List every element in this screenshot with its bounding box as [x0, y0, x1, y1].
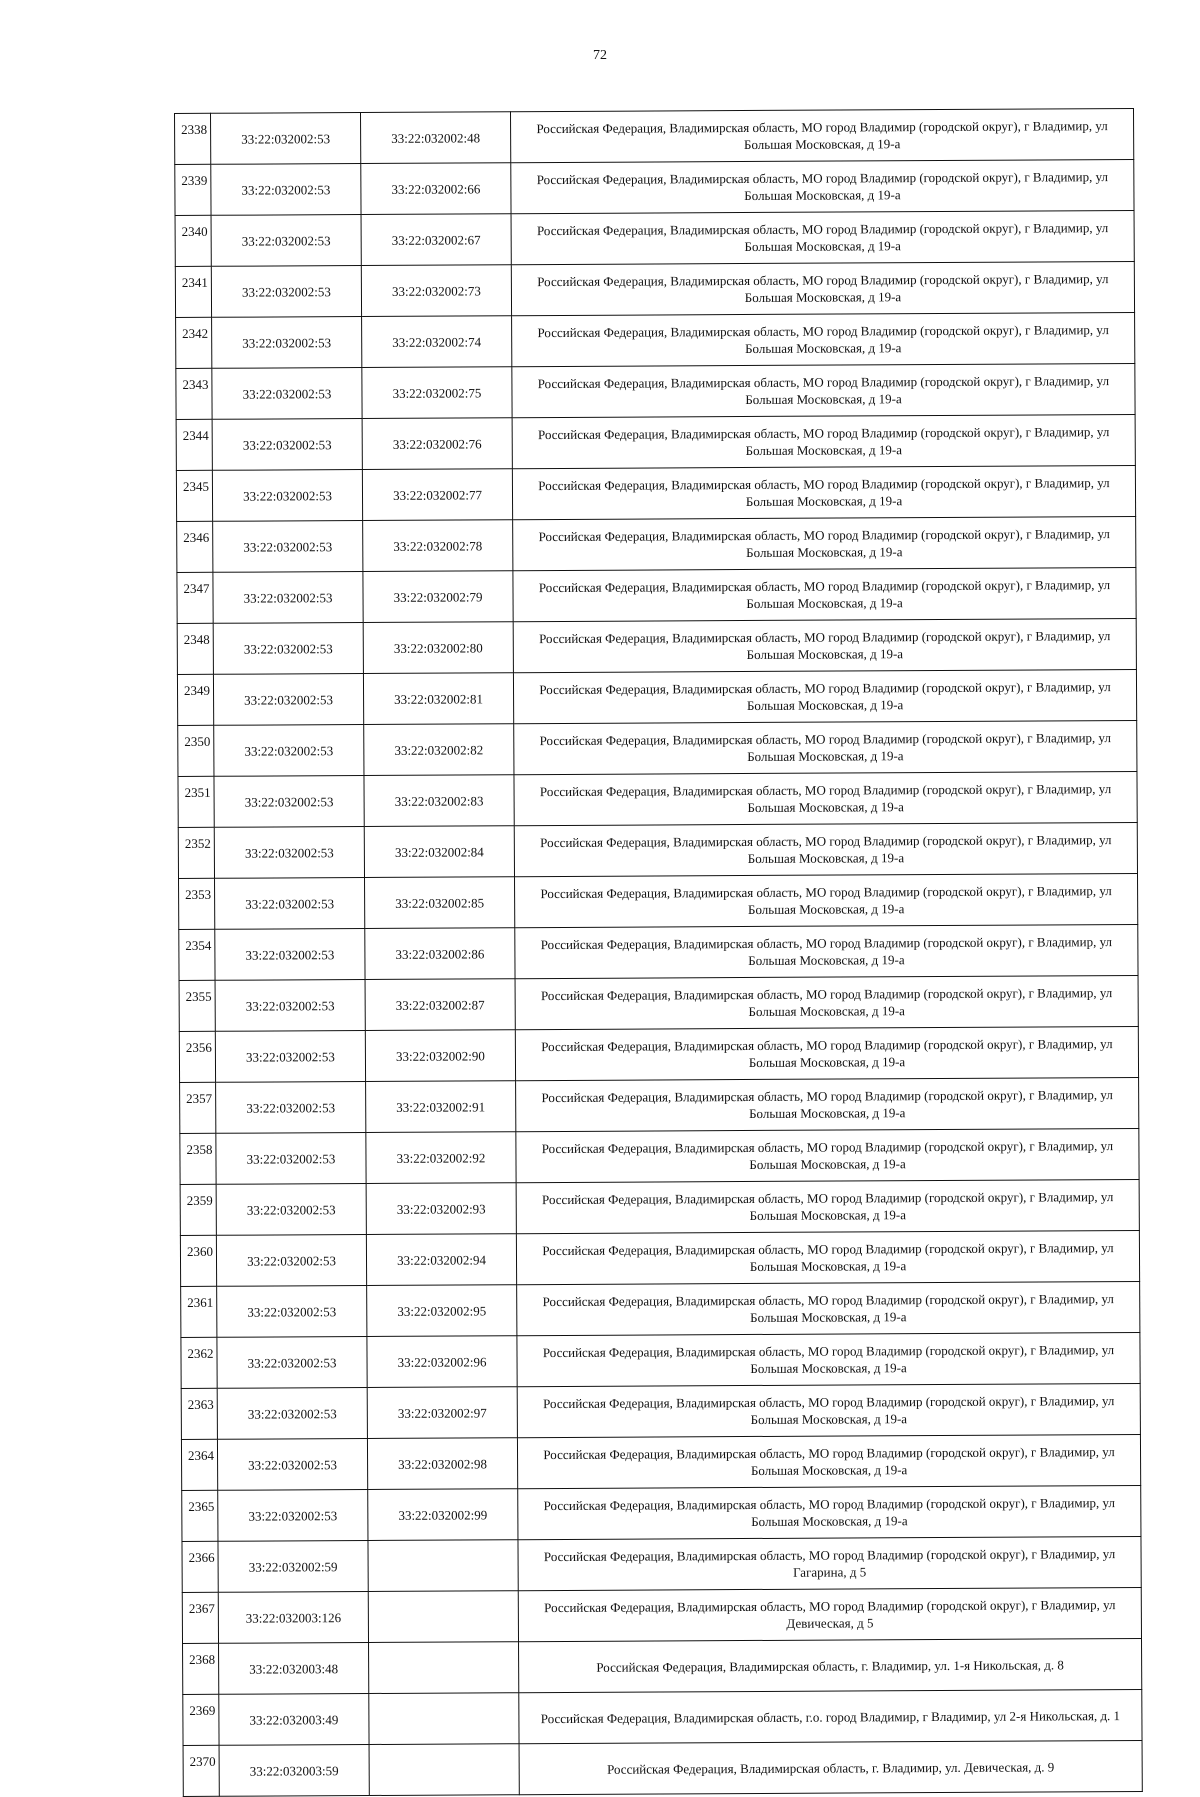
row-number: 2352 [178, 827, 214, 878]
table-row [178, 822, 1137, 878]
parent-cadastral-number: 33:22:032002:53 [212, 317, 362, 369]
row-number: 2367 [182, 1592, 218, 1643]
row-number: 2364 [181, 1439, 217, 1490]
parent-cadastral-number: 33:22:032002:53 [211, 164, 361, 216]
parent-cadastral-number: 33:22:032003:49 [219, 1694, 369, 1746]
address: Российская Федерация, Владимирская область, МО город Владимир (городской округ), г Владимир, ул Большая Московская, д 19-а [511, 210, 1134, 264]
parent-cadastral-number: 33:22:032002:53 [214, 776, 364, 828]
row-number: 2343 [176, 368, 212, 419]
row-number: 2370 [183, 1745, 219, 1796]
cadastral-number: 33:22:032002:73 [361, 265, 511, 317]
address: Российская Федерация, Владимирская область, МО город Владимир (городской округ), г Владимир, ул Девическая, д 5 [518, 1587, 1141, 1641]
parent-cadastral-number: 33:22:032002:53 [215, 878, 365, 930]
parent-cadastral-number: 33:22:032002:53 [215, 929, 365, 981]
cadastral-number: 33:22:032002:98 [367, 1438, 517, 1490]
parent-cadastral-number: 33:22:032002:53 [216, 1184, 366, 1236]
cadastral-number: 33:22:032002:67 [361, 214, 511, 266]
cadastral-number: 33:22:032002:74 [362, 316, 512, 368]
table-row [176, 414, 1135, 470]
row-number: 2346 [177, 521, 213, 572]
table-row [178, 771, 1137, 827]
address: Российская Федерация, Владимирская область, МО город Владимир (городской округ), г Владимир, ул Большая Московская, д 19-а [513, 567, 1136, 621]
address: Российская Федерация, Владимирская область, МО город Владимир (городской округ), г Владимир, ул Большая Московская, д 19-а [515, 975, 1138, 1029]
table-row [180, 1077, 1139, 1133]
cadastral-number: 33:22:032002:85 [365, 877, 515, 929]
cadastral-number: 33:22:032002:95 [367, 1285, 517, 1337]
cadastral-number [368, 1591, 518, 1643]
address: Российская Федерация, Владимирская область, МО город Владимир (городской округ), г Владимир, ул Большая Московская, д 19-а [512, 465, 1135, 519]
cadastral-number: 33:22:032002:78 [363, 520, 513, 572]
table-row [177, 516, 1136, 572]
address: Российская Федерация, Владимирская область, МО город Владимир (городской округ), г Владимир, ул Гагарина, д 5 [518, 1536, 1141, 1590]
parent-cadastral-number: 33:22:032002:53 [217, 1388, 367, 1440]
table-row [175, 261, 1134, 317]
parent-cadastral-number: 33:22:032002:53 [215, 980, 365, 1032]
table-row [183, 1638, 1142, 1694]
address: Российская Федерация, Владимирская область, МО город Владимир (городской округ), г Владимир, ул Большая Московская, д 19-а [517, 1332, 1140, 1386]
row-number: 2361 [181, 1286, 217, 1337]
cadastral-number: 33:22:032002:97 [367, 1387, 517, 1439]
cadastral-number: 33:22:032002:91 [366, 1081, 516, 1133]
parent-cadastral-number: 33:22:032002:53 [212, 470, 362, 522]
parent-cadastral-number: 33:22:032002:53 [213, 572, 363, 624]
table-row [178, 720, 1137, 776]
table-row [180, 1128, 1139, 1184]
cadastral-number [368, 1540, 518, 1592]
table-body [175, 108, 1143, 1796]
cadastral-number: 33:22:032002:92 [366, 1132, 516, 1184]
table-row [180, 1230, 1139, 1286]
row-number: 2344 [176, 419, 212, 470]
table-row [179, 924, 1138, 980]
address: Российская Федерация, Владимирская область, МО город Владимир (городской округ), г Владимир, ул Большая Московская, д 19-а [517, 1383, 1140, 1437]
cadastral-number: 33:22:032002:82 [364, 724, 514, 776]
cadastral-number: 33:22:032002:99 [368, 1489, 518, 1541]
cadastral-number: 33:22:032002:75 [362, 367, 512, 419]
row-number: 2350 [178, 725, 214, 776]
table-row [181, 1281, 1140, 1337]
cadastral-number: 33:22:032002:93 [366, 1183, 516, 1235]
address: Российская Федерация, Владимирская область, МО город Владимир (городской округ), г Владимир, ул Большая Московская, д 19-а [513, 618, 1136, 672]
row-number: 2353 [179, 878, 215, 929]
table-row [179, 975, 1138, 1031]
address: Российская Федерация, Владимирская область, МО город Владимир (городской округ), г Владимир, ул Большая Московская, д 19-а [512, 414, 1135, 468]
parent-cadastral-number: 33:22:032002:53 [211, 113, 361, 165]
cadastral-number: 33:22:032002:66 [361, 163, 511, 215]
parent-cadastral-number: 33:22:032002:53 [217, 1439, 367, 1491]
parent-cadastral-number: 33:22:032002:59 [218, 1541, 368, 1593]
address: Российская Федерация, Владимирская область, МО город Владимир (городской округ), г Владимир, ул Большая Московская, д 19-а [510, 108, 1133, 162]
table-row [177, 618, 1136, 674]
parent-cadastral-number: 33:22:032002:53 [217, 1286, 367, 1338]
address: Российская Федерация, Владимирская область, МО город Владимир (городской округ), г Владимир, ул Большая Московская, д 19-а [512, 363, 1135, 417]
table-row [177, 567, 1136, 623]
address: Российская Федерация, Владимирская область, МО город Владимир (городской округ), г Владимир, ул Большая Московская, д 19-а [511, 159, 1134, 213]
row-number: 2363 [181, 1388, 217, 1439]
address: Российская Федерация, Владимирская область, МО город Владимир (городской округ), г Владимир, ул Большая Московская, д 19-а [515, 924, 1138, 978]
address: Российская Федерация, Владимирская область, МО город Владимир (городской округ), г Владимир, ул Большая Московская, д 19-а [515, 873, 1138, 927]
table-row [183, 1689, 1142, 1745]
parent-cadastral-number: 33:22:032002:53 [216, 1235, 366, 1287]
cadastral-number: 33:22:032002:77 [362, 469, 512, 521]
cadastral-number [369, 1744, 519, 1796]
row-number: 2355 [179, 980, 215, 1031]
row-number: 2358 [180, 1133, 216, 1184]
page-number: 72 [593, 48, 607, 63]
row-number: 2348 [177, 623, 213, 674]
cadastral-number: 33:22:032002:48 [361, 112, 511, 164]
table-row [175, 159, 1134, 215]
parent-cadastral-number: 33:22:032002:53 [214, 827, 364, 879]
cadastral-number: 33:22:032002:90 [365, 1030, 515, 1082]
row-number: 2357 [180, 1082, 216, 1133]
parent-cadastral-number: 33:22:032002:53 [213, 623, 363, 675]
address: Российская Федерация, Владимирская область, МО город Владимир (городской округ), г Владимир, ул Большая Московская, д 19-а [511, 261, 1134, 315]
parent-cadastral-number: 33:22:032003:126 [218, 1592, 368, 1644]
cadastral-number: 33:22:032002:87 [365, 979, 515, 1031]
address: Российская Федерация, Владимирская область, г. Владимир, ул. Девическая, д. 9 [519, 1740, 1142, 1794]
parent-cadastral-number: 33:22:032002:53 [214, 725, 364, 777]
address: Российская Федерация, Владимирская область, МО город Владимир (городской округ), г Владимир, ул Большая Московская, д 19-а [515, 1026, 1138, 1080]
parent-cadastral-number: 33:22:032002:53 [217, 1337, 367, 1389]
address: Российская Федерация, Владимирская область, МО город Владимир (городской округ), г Владимир, ул Большая Московская, д 19-а [513, 516, 1136, 570]
address: Российская Федерация, Владимирская область, МО город Владимир (городской округ), г Владимир, ул Большая Московская, д 19-а [514, 720, 1137, 774]
row-number: 2366 [182, 1541, 218, 1592]
table-row [182, 1536, 1141, 1592]
address: Российская Федерация, Владимирская область, МО город Владимир (городской округ), г Владимир, ул Большая Московская, д 19-а [517, 1281, 1140, 1335]
address: Российская Федерация, Владимирская область, МО город Владимир (городской округ), г Владимир, ул Большая Московская, д 19-а [518, 1485, 1141, 1539]
table-row [182, 1587, 1141, 1643]
row-number: 2362 [181, 1337, 217, 1388]
row-number: 2347 [177, 572, 213, 623]
parent-cadastral-number: 33:22:032002:53 [215, 1031, 365, 1083]
cadastral-number: 33:22:032002:80 [363, 622, 513, 674]
row-number: 2360 [180, 1235, 216, 1286]
address: Российская Федерация, Владимирская область, МО город Владимир (городской округ), г Владимир, ул Большая Московская, д 19-а [516, 1230, 1139, 1284]
row-number: 2345 [176, 470, 212, 521]
address: Российская Федерация, Владимирская область, г. Владимир, ул. 1-я Никольская, д. 8 [519, 1638, 1142, 1692]
cadastral-number: 33:22:032002:96 [367, 1336, 517, 1388]
address: Российская Федерация, Владимирская область, МО город Владимир (городской округ), г Владимир, ул Большая Московская, д 19-а [512, 312, 1135, 366]
address: Российская Федерация, Владимирская область, МО город Владимир (городской округ), г Владимир, ул Большая Московская, д 19-а [514, 771, 1137, 825]
parent-cadastral-number: 33:22:032003:59 [219, 1745, 369, 1797]
row-number: 2354 [179, 929, 215, 980]
table-row [175, 210, 1134, 266]
row-number: 2349 [177, 674, 213, 725]
table-row [181, 1434, 1140, 1490]
parent-cadastral-number: 33:22:032002:53 [216, 1133, 366, 1185]
row-number: 2342 [176, 317, 212, 368]
cadastral-number: 33:22:032002:81 [363, 673, 513, 725]
cadastral-number [369, 1642, 519, 1694]
cadastral-number: 33:22:032002:94 [366, 1234, 516, 1286]
table-row [176, 312, 1135, 368]
table-row [181, 1383, 1140, 1439]
parent-cadastral-number: 33:22:032003:48 [219, 1643, 369, 1695]
table-row [175, 108, 1134, 164]
row-number: 2351 [178, 776, 214, 827]
parent-cadastral-number: 33:22:032002:53 [212, 368, 362, 420]
address: Российская Федерация, Владимирская область, МО город Владимир (городской округ), г Владимир, ул Большая Московская, д 19-а [517, 1434, 1140, 1488]
table-row [180, 1179, 1139, 1235]
table-row [179, 873, 1138, 929]
row-number: 2356 [179, 1031, 215, 1082]
row-number: 2338 [175, 113, 211, 164]
cadastral-table [174, 108, 1143, 1797]
row-number: 2359 [180, 1184, 216, 1235]
address: Российская Федерация, Владимирская область, МО город Владимир (городской округ), г Владимир, ул Большая Московская, д 19-а [514, 822, 1137, 876]
cadastral-number: 33:22:032002:79 [363, 571, 513, 623]
row-number: 2341 [175, 266, 211, 317]
table-row [176, 465, 1135, 521]
parent-cadastral-number: 33:22:032002:53 [216, 1082, 366, 1134]
address: Российская Федерация, Владимирская область, МО город Владимир (городской округ), г Владимир, ул Большая Московская, д 19-а [516, 1077, 1139, 1131]
parent-cadastral-number: 33:22:032002:53 [211, 215, 361, 267]
parent-cadastral-number: 33:22:032002:53 [211, 266, 361, 318]
table-row [182, 1485, 1141, 1541]
table-row [176, 363, 1135, 419]
table-row [181, 1332, 1140, 1388]
table-row [183, 1740, 1142, 1796]
table-row [177, 669, 1136, 725]
cadastral-number [369, 1693, 519, 1745]
address: Российская Федерация, Владимирская область, г.о. город Владимир, г Владимир, ул 2-я Никольская, д. 1 [519, 1689, 1142, 1743]
cadastral-number: 33:22:032002:83 [364, 775, 514, 827]
cadastral-number: 33:22:032002:86 [365, 928, 515, 980]
address: Российская Федерация, Владимирская область, МО город Владимир (городской округ), г Владимир, ул Большая Московская, д 19-а [516, 1128, 1139, 1182]
parent-cadastral-number: 33:22:032002:53 [218, 1490, 368, 1542]
table-row [179, 1026, 1138, 1082]
row-number: 2340 [175, 215, 211, 266]
row-number: 2339 [175, 164, 211, 215]
row-number: 2365 [182, 1490, 218, 1541]
address: Российская Федерация, Владимирская область, МО город Владимир (городской округ), г Владимир, ул Большая Московская, д 19-а [516, 1179, 1139, 1233]
parent-cadastral-number: 33:22:032002:53 [212, 419, 362, 471]
row-number: 2369 [183, 1694, 219, 1745]
cadastral-number: 33:22:032002:84 [364, 826, 514, 878]
parent-cadastral-number: 33:22:032002:53 [213, 521, 363, 573]
row-number: 2368 [183, 1643, 219, 1694]
cadastral-number: 33:22:032002:76 [362, 418, 512, 470]
address: Российская Федерация, Владимирская область, МО город Владимир (городской округ), г Владимир, ул Большая Московская, д 19-а [513, 669, 1136, 723]
parent-cadastral-number: 33:22:032002:53 [213, 674, 363, 726]
